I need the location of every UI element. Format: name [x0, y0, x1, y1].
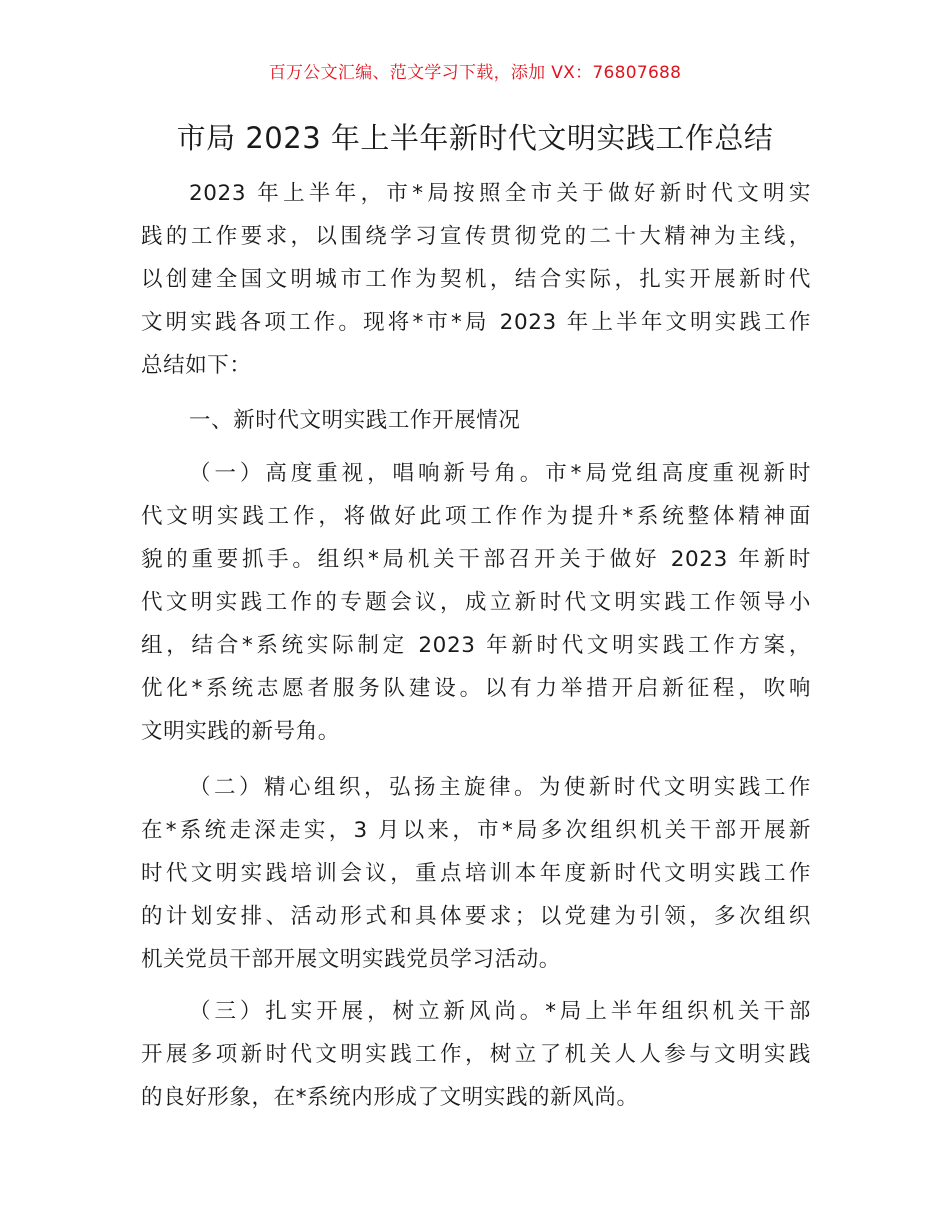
text-line: 代文明实践工作的专题会议，成立新时代文明实践工作领导小 [141, 590, 811, 615]
item2-paragraph [141, 766, 811, 981]
intro-paragraph [141, 172, 811, 387]
text-line: 总结如下： [141, 353, 252, 378]
text-line: 优化*系统志愿者服务队建设。以有力举措开启新征程，吹响 [141, 676, 811, 701]
item1-paragraph [141, 452, 811, 753]
text-line: 的良好形象，在*系统内形成了文明实践的新风尚。 [141, 1085, 639, 1110]
watermark-header: 百万公文汇编、范文学习下载，添加 VX：76807688 [268, 63, 682, 83]
text-line: 2023 年上半年，市*局按照全市关于做好新时代文明实 [189, 181, 811, 206]
text-line: 机关党员干部开展文明实践党员学习活动。 [141, 947, 561, 972]
text-line: 开展多项新时代文明实践工作，树立了机关人人参与文明实践 [141, 1042, 811, 1067]
item3-paragraph [141, 990, 811, 1119]
text-line: 践的工作要求，以围绕学习宣传贯彻党的二十大精神为主线， [141, 224, 811, 249]
text-line: （一）高度重视，唱响新号角。市*局党组高度重视新时 [189, 461, 811, 486]
text-line: 文明实践的新号角。 [141, 719, 340, 744]
section-heading-text: 一、新时代文明实践工作开展情况 [189, 408, 521, 433]
text-line: 代文明实践工作，将做好此项工作作为提升*系统整体精神面 [141, 504, 811, 529]
text-line: （二）精心组织，弘扬主旋律。为使新时代文明实践工作 [189, 775, 811, 800]
document-title: 市局 2023 年上半年新时代文明实践工作总结 [176, 121, 774, 155]
text-line: 在*系统走深走实，3 月以来，市*局多次组织机关干部开展新 [141, 818, 811, 843]
section-heading [141, 399, 811, 442]
text-line: 以创建全国文明城市工作为契机，结合实际，扎实开展新时代 [141, 267, 811, 292]
text-line: （三）扎实开展，树立新风尚。*局上半年组织机关干部 [189, 999, 811, 1024]
text-line: 文明实践各项工作。现将*市*局 2023 年上半年文明实践工作 [141, 310, 811, 335]
text-line: 组，结合*系统实际制定 2023 年新时代文明实践工作方案， [141, 633, 811, 658]
text-line: 时代文明实践培训会议，重点培训本年度新时代文明实践工作 [141, 861, 811, 886]
text-line: 的计划安排、活动形式和具体要求；以党建为引领，多次组织 [141, 904, 811, 929]
text-line: 貌的重要抓手。组织*局机关干部召开关于做好 2023 年新时 [141, 547, 811, 572]
